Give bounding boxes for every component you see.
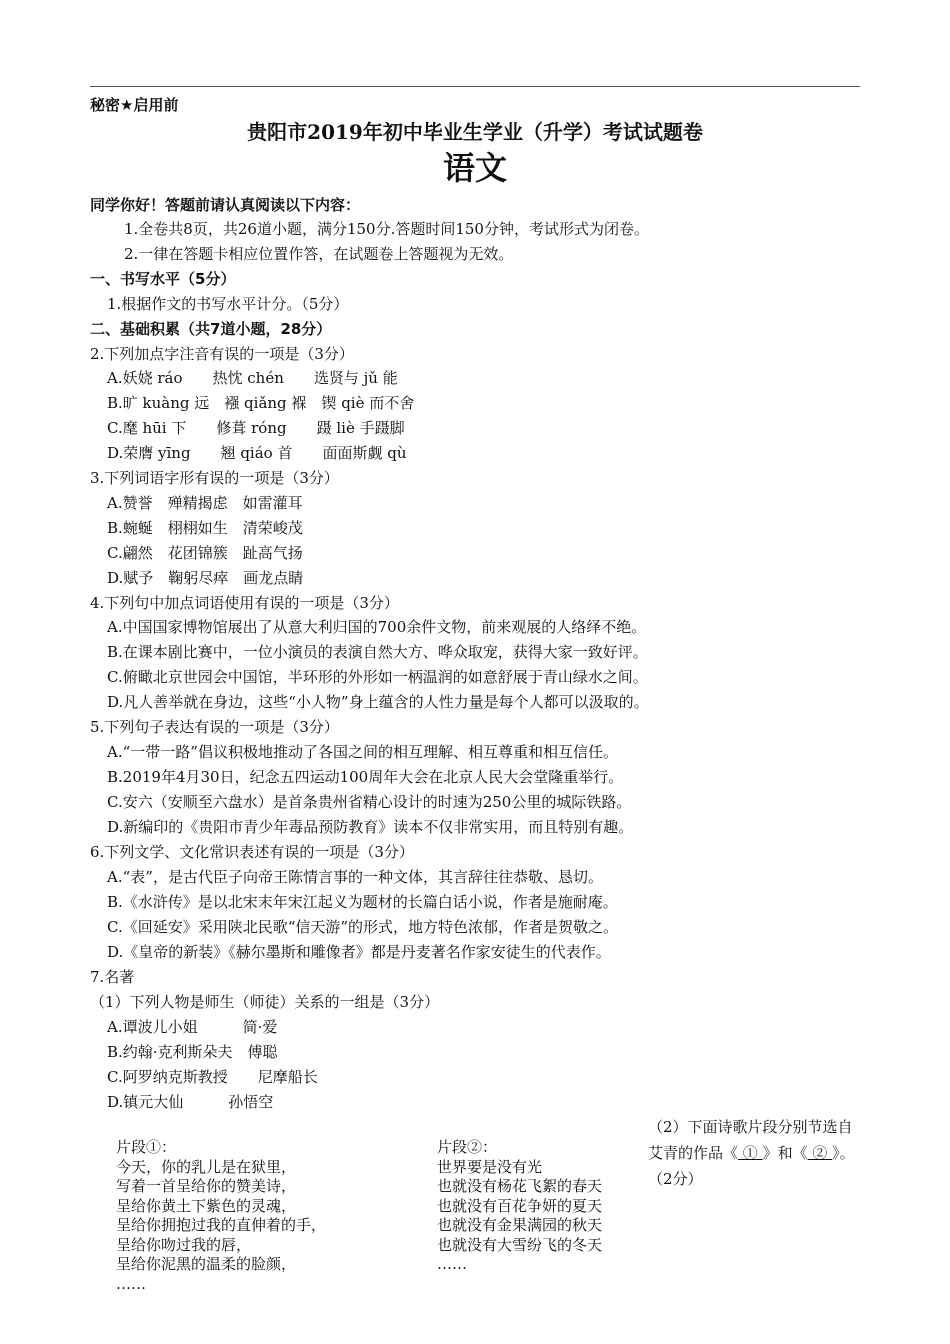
question-line: C.安六（安顺至六盘水）是首条贵州省精心设计的时速为250公里的城际铁路。 [107,793,632,811]
fragment-line: 呈给你吻过我的唇， [116,1235,252,1254]
q7b-middle: 》和《 [762,1144,808,1162]
question-line: D.荣膺 yīng 翘 qiáo 首 面面斯觑 qù [107,444,407,462]
fragment-title: 片段②： [437,1138,498,1156]
question-line: A.中国国家博物馆展出了从意大利归国的700余件文物，前来观展的人络绎不绝。 [107,618,647,636]
q7b-blank-1: ① [738,1144,763,1162]
question-7-part-2 [648,1114,863,1192]
question-line: C.翩然 花团锦簇 趾高气扬 [107,544,303,562]
fragment-line: …… [116,1274,146,1293]
question-line: D.凡人善举就在身边，这些“小人物”身上蕴含的人性力量是每个人都可以汲取的。 [107,693,649,711]
fragment-line: 今天，你的乳儿是在狱里， [116,1157,297,1176]
question-line: D.镇元大仙 孙悟空 [107,1093,274,1111]
question-line: 2.一律在答题卡相应位置作答，在试题卷上答题视为无效。 [124,245,514,263]
question-line: 7.名著 [90,968,135,986]
q7b-suffix: 》。（2分） [648,1144,855,1188]
question-line: B.约翰·克利斯朵夫 傅聪 [107,1043,278,1061]
question-line: C.麾 hūi 下 修葺 róng 蹑 liè 手蹑脚 [107,419,405,437]
fragment-title: 片段①： [116,1138,177,1156]
fragment-line: 写着一首呈给你的赞美诗， [116,1177,297,1195]
poem-fragment-1 [116,1138,326,1294]
question-line: 2.下列加点字注音有误的一项是（3分） [90,345,354,363]
question-line: 6.下列文学、文化常识表述有误的一项是（3分） [90,843,414,861]
question-line: 4.下列句中加点词语使用有误的一项是（3分） [90,594,399,612]
question-line: C.阿罗纳克斯教授 尼摩船长 [107,1068,318,1086]
question-line: C.《回延安》采用陕北民歌“信天游”的形式，地方特色浓郁，作者是贺敬之。 [107,918,619,936]
question-line: A.妖娆 ráo 热忱 chén 选贤与 jǔ 能 [107,369,398,387]
question-line: A.谭波儿小姐 简·爱 [107,1018,278,1036]
section-heading: 一、书写水平（5分） [90,270,236,288]
fragment-line: 也就没有杨花飞絮的春天 [437,1177,603,1195]
question-line: A.“一带一路”倡议积极地推动了各国之间的相互理解、相互尊重和相互信任。 [107,743,618,761]
question-line: B.在课本剧比赛中，一位小演员的表演自然大方、哗众取宠，获得大家一致好评。 [107,643,648,661]
question-line: B.旷 kuàng 远 襁 qiǎng 褓 锲 qiè 而不舍 [107,394,415,412]
fragment-line: 世界要是没有光 [437,1157,543,1176]
subject-title: 语文 [442,149,507,187]
section-heading: 同学你好！答题前请认真阅读以下内容： [90,196,361,214]
fragment-line: 也就没有金果满园的秋天 [437,1216,603,1234]
question-line: B.《水浒传》是以北宋末年宋江起义为题材的长篇白话小说，作者是施耐庵。 [107,893,618,911]
question-line: 3.下列词语字形有误的一项是（3分） [90,469,339,487]
question-line: A.赞誉 殚精揭虑 如雷灌耳 [107,494,303,512]
question-line: D.《皇帝的新装》《赫尔墨斯和雕像者》都是丹麦著名作家安徒生的代表作。 [107,943,611,961]
question-line: 1.根据作文的书写水平计分。（5分） [107,295,349,313]
q7b-prefix: （2）下面诗歌片段分别节选自艾青的作品《 [648,1118,853,1162]
question-line: C.俯瞰北京世园会中国馆，半环形的外形如一柄温润的如意舒展于青山绿水之间。 [107,668,648,686]
secret-label: 秘密★启用前 [90,96,179,114]
question-line: B.蜿蜒 栩栩如生 清荣峻茂 [107,519,303,537]
section-heading: 二、基础积累（共7道小题，28分） [90,320,332,338]
question-line: （1）下列人物是师生（师徒）关系的一组是（3分） [90,993,440,1011]
poem-fragment-2 [437,1138,602,1275]
fragment-line: 也就没有百花争妍的夏天 [437,1196,603,1215]
q7b-blank-2: ② [807,1144,833,1162]
exam-title: 贵阳市2019年初中毕业生学业（升学）考试试题卷 [247,120,703,144]
question-line: A.“表”，是古代臣子向帝王陈情言事的一种文体，其言辞往往恭敬、恳切。 [107,868,603,886]
fragment-line: 呈给你拥抱过我的直伸着的手， [116,1216,327,1234]
question-line: D.赋予 鞠躬尽瘁 画龙点睛 [107,569,304,587]
question-line: 1.全卷共8页，共26道小题，满分150分.答题时间150分钟，考试形式为闭卷。 [124,220,649,238]
question-line: B.2019年4月30日，纪念五四运动100周年大会在北京人民大会堂隆重举行。 [107,768,624,786]
fragment-line: …… [437,1255,467,1273]
fragment-line: 呈给你黄土下紫色的灵魂， [116,1196,297,1215]
question-line: 5.下列句子表达有误的一项是（3分） [90,718,339,736]
fragment-line: 呈给你泥黑的温柔的脸颜， [116,1255,297,1273]
fragment-line: 也就没有大雪纷飞的冬天 [437,1235,603,1254]
question-line: D.新编印的《贵阳市青少年毒品预防教育》读本不仅非常实用，而且特别有趣。 [107,818,634,836]
